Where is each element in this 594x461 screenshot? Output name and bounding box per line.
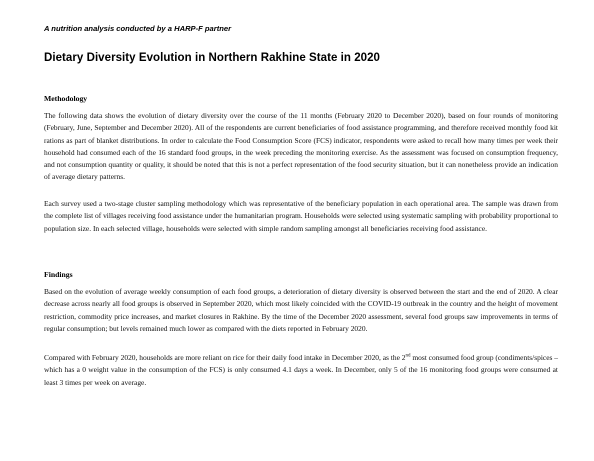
findings-paragraph-2-text-b: most consumed food group (condiments/spices – which has a 0 weight value in the consumption of the FCS) is only consumed 4.1 days a week. In December, only 5 of the 16 monitoring food groups were consumed at least 3 times per week on average. [44,353,558,387]
methodology-heading: Methodology [44,94,88,103]
findings-paragraph-2-text-a: Compared with February 2020, households are more reliant on rice for their daily food intake in December 2020, as the 2 [44,353,406,362]
findings-heading: Findings [44,270,73,279]
partner-tagline: A nutrition analysis conducted by a HARP-F partner [44,24,232,33]
document-title: Dietary Diversity Evolution in Northern Rakhine State in 2020 [44,52,381,64]
methodology-paragraph-2: Each survey used a two-stage cluster sampling methodology which was representative of the beneficiary population in each operational area. The sample was drawn from the complete list of villages receiving food assistance under the humanitarian program. Households were selected using systematic sampling with probability proportional to population size. In each selected village, households were selected with simple random sampling amongst all beneficiaries receiving food assistance. [44,199,558,233]
ordinal-suffix: nd [405,353,411,359]
findings-paragraph-2 [44,352,558,389]
findings-paragraph-1: Based on the evolution of average weekly consumption of each food groups, a deterioration of dietary diversity is observed between the start and the end of 2020. A clear decrease across nearly all food groups is observed in September 2020, which most likely coincided with the COVID-19 outbreak in the country and the height of movement restriction, commodity price increases, and market closures in Rakhine. By the time of the December 2020 assessment, several food groups saw improvements in terms of regular consumption; but levels remained much lower as compared with the diets reported in February 2020. [44,287,558,333]
methodology-paragraph-1: The following data shows the evolution of dietary diversity over the course of the 11 months (February 2020 to December 2020), based on four rounds of monitoring (February, June, September and December 2020). All of the respondents are current beneficiaries of food assistance programming, and therefore received monthly food kit rations as part of blanket distributions. In order to calculate the Food Consumption Score (FCS) indicator, respondents were asked to recall how many times per week their household had consumed each of the 16 standard food groups, in the week preceding the monitoring exercise. As the assessment was focused on consumption frequency, and not consumption quantity or quality, it should be noted that this is not a perfect representation of the food security situation, but it can nonetheless provide an indication of average dietary patterns. [44,111,558,182]
